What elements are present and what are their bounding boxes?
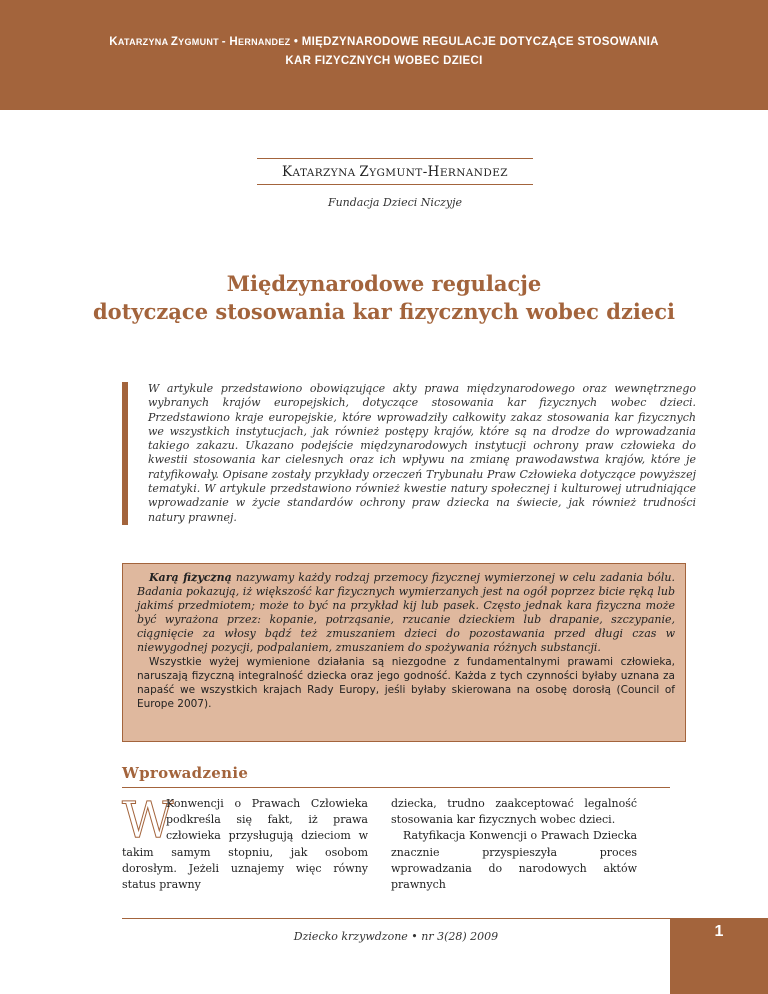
running-header [0, 0, 768, 110]
article-title-line-2: dotyczące stosowania kar fizycznych wobec dzieci [93, 299, 675, 324]
drop-cap: W [122, 791, 174, 849]
journal-footer: Dziecko krzywdzone • nr 3(28) 2009 [293, 930, 499, 943]
body-column-right [391, 796, 637, 893]
section-title: Wprowadzenie [122, 764, 249, 782]
body-column-left [122, 791, 368, 893]
article-title-line-1: Międzynarodowe regulacje [226, 271, 542, 296]
footer-rule [122, 918, 670, 919]
article-title [0, 270, 768, 326]
definition-term: Karą fizyczną [149, 571, 232, 584]
body-paragraph-left [122, 791, 368, 893]
definition-box [122, 563, 686, 742]
definition-paragraph-2: Wszystkie wyżej wymienione działania są niezgodne z fundamentalnymi prawami człowieka, naruszają fizyczną integralność dziecka oraz jego godność. Każda z tych czynności byłaby uznana za napaść we wszystkich krajach Rady Europy, jeśli byłaby skierowana na osobę dorosłą (Council of Europe 2007). [137, 656, 675, 710]
body-text-left: Konwencji o Prawach Człowieka podkreśla się fakt, iż prawa człowieka przysługują dzieciom w takim samym stopniu, jak osobom dorosłym. Jeżeli uznajemy więc równy status prawny [122, 797, 368, 892]
body-paragraph-right-1: dziecka, trudno zaakceptować legalność stosowania kar fizycznych wobec dzieci. [391, 797, 637, 827]
page-number-box [670, 918, 768, 994]
page-number: 1 [714, 923, 724, 940]
author-bottom-rule [257, 184, 533, 185]
definition-text: nazywamy każdy rodzaj przemocy fizycznej wymierzonej w celu zadania bólu. Badania pokazują, iż większość kar fizycznych wymierzanych jest na ogół poprzez bicie ręką lub jakimś przedmiotem; może to być na przykład kij lub pasek. Często jednak kara fizyczna może być wyrażona przez: kopanie, potrząsanie, rzucanie dzieckiem lub drapanie, szczypanie, ciągnięcie za włosy bądź też zmuszaniem dzieci do pozostawania przed długi czas w niewygodnej pozycji, podpalaniem, zmuszaniem do spożywania różnych substancji. [137, 571, 675, 654]
running-header-title-2: KAR FIZYCZNYCH WOBEC DZIECI [285, 55, 483, 67]
section-rule [122, 787, 670, 788]
author-name: KATARZYNA ZYGMUNT-HERNANDEZ [282, 164, 508, 180]
body-paragraph-right-2: Ratyfikacja Konwencji o Prawach Dziecka znacznie przyspieszyła proces wprowadzania do narodowych aktów prawnych [391, 829, 637, 892]
author-affiliation: Fundacja Dzieci Niczyje [327, 196, 463, 209]
running-header-author: KATARZYNA ZYGMUNT - HERNANDEZ [109, 36, 291, 48]
header-bullet: • [293, 36, 299, 48]
abstract: W artykule przedstawiono obowiązujące akty prawa międzynarodowego oraz wewnętrznego wybranych krajów europejskich, dotyczące stosowania kar fizycznych wobec dzieci. Przedstawiono kraje europejskie, które wprowadziły całkowity zakaz stosowania kar fizycznych we wszystkich instytucjach, jak również postępy krajów, które są na drodze do wprowadzania takiego zakazu. Ukazano podejście międzynarodowych instytucji ochrony praw człowieka do kwestii stosowania kar cielesnych oraz ich wpływu na zmianę prawodawstwa krajów, które je ratyfikowały. Opisane zostały przykłady orzeczeń Trybunału Praw Człowieka dotyczące powyższej tematyki. W artykule przedstawiono również kwestie natury społecznej i kulturowej utrudniające wprowadzanie w życie standardów ochrony praw dziecka na świecie, jak również trudności natury prawnej. [122, 382, 696, 525]
running-header-title-1: MIĘDZYNARODOWE REGULACJE DOTYCZĄCE STOSOWANIA [301, 36, 659, 48]
author-block [257, 158, 533, 209]
definition-paragraph [137, 571, 675, 655]
running-header-line-1 [0, 36, 768, 48]
